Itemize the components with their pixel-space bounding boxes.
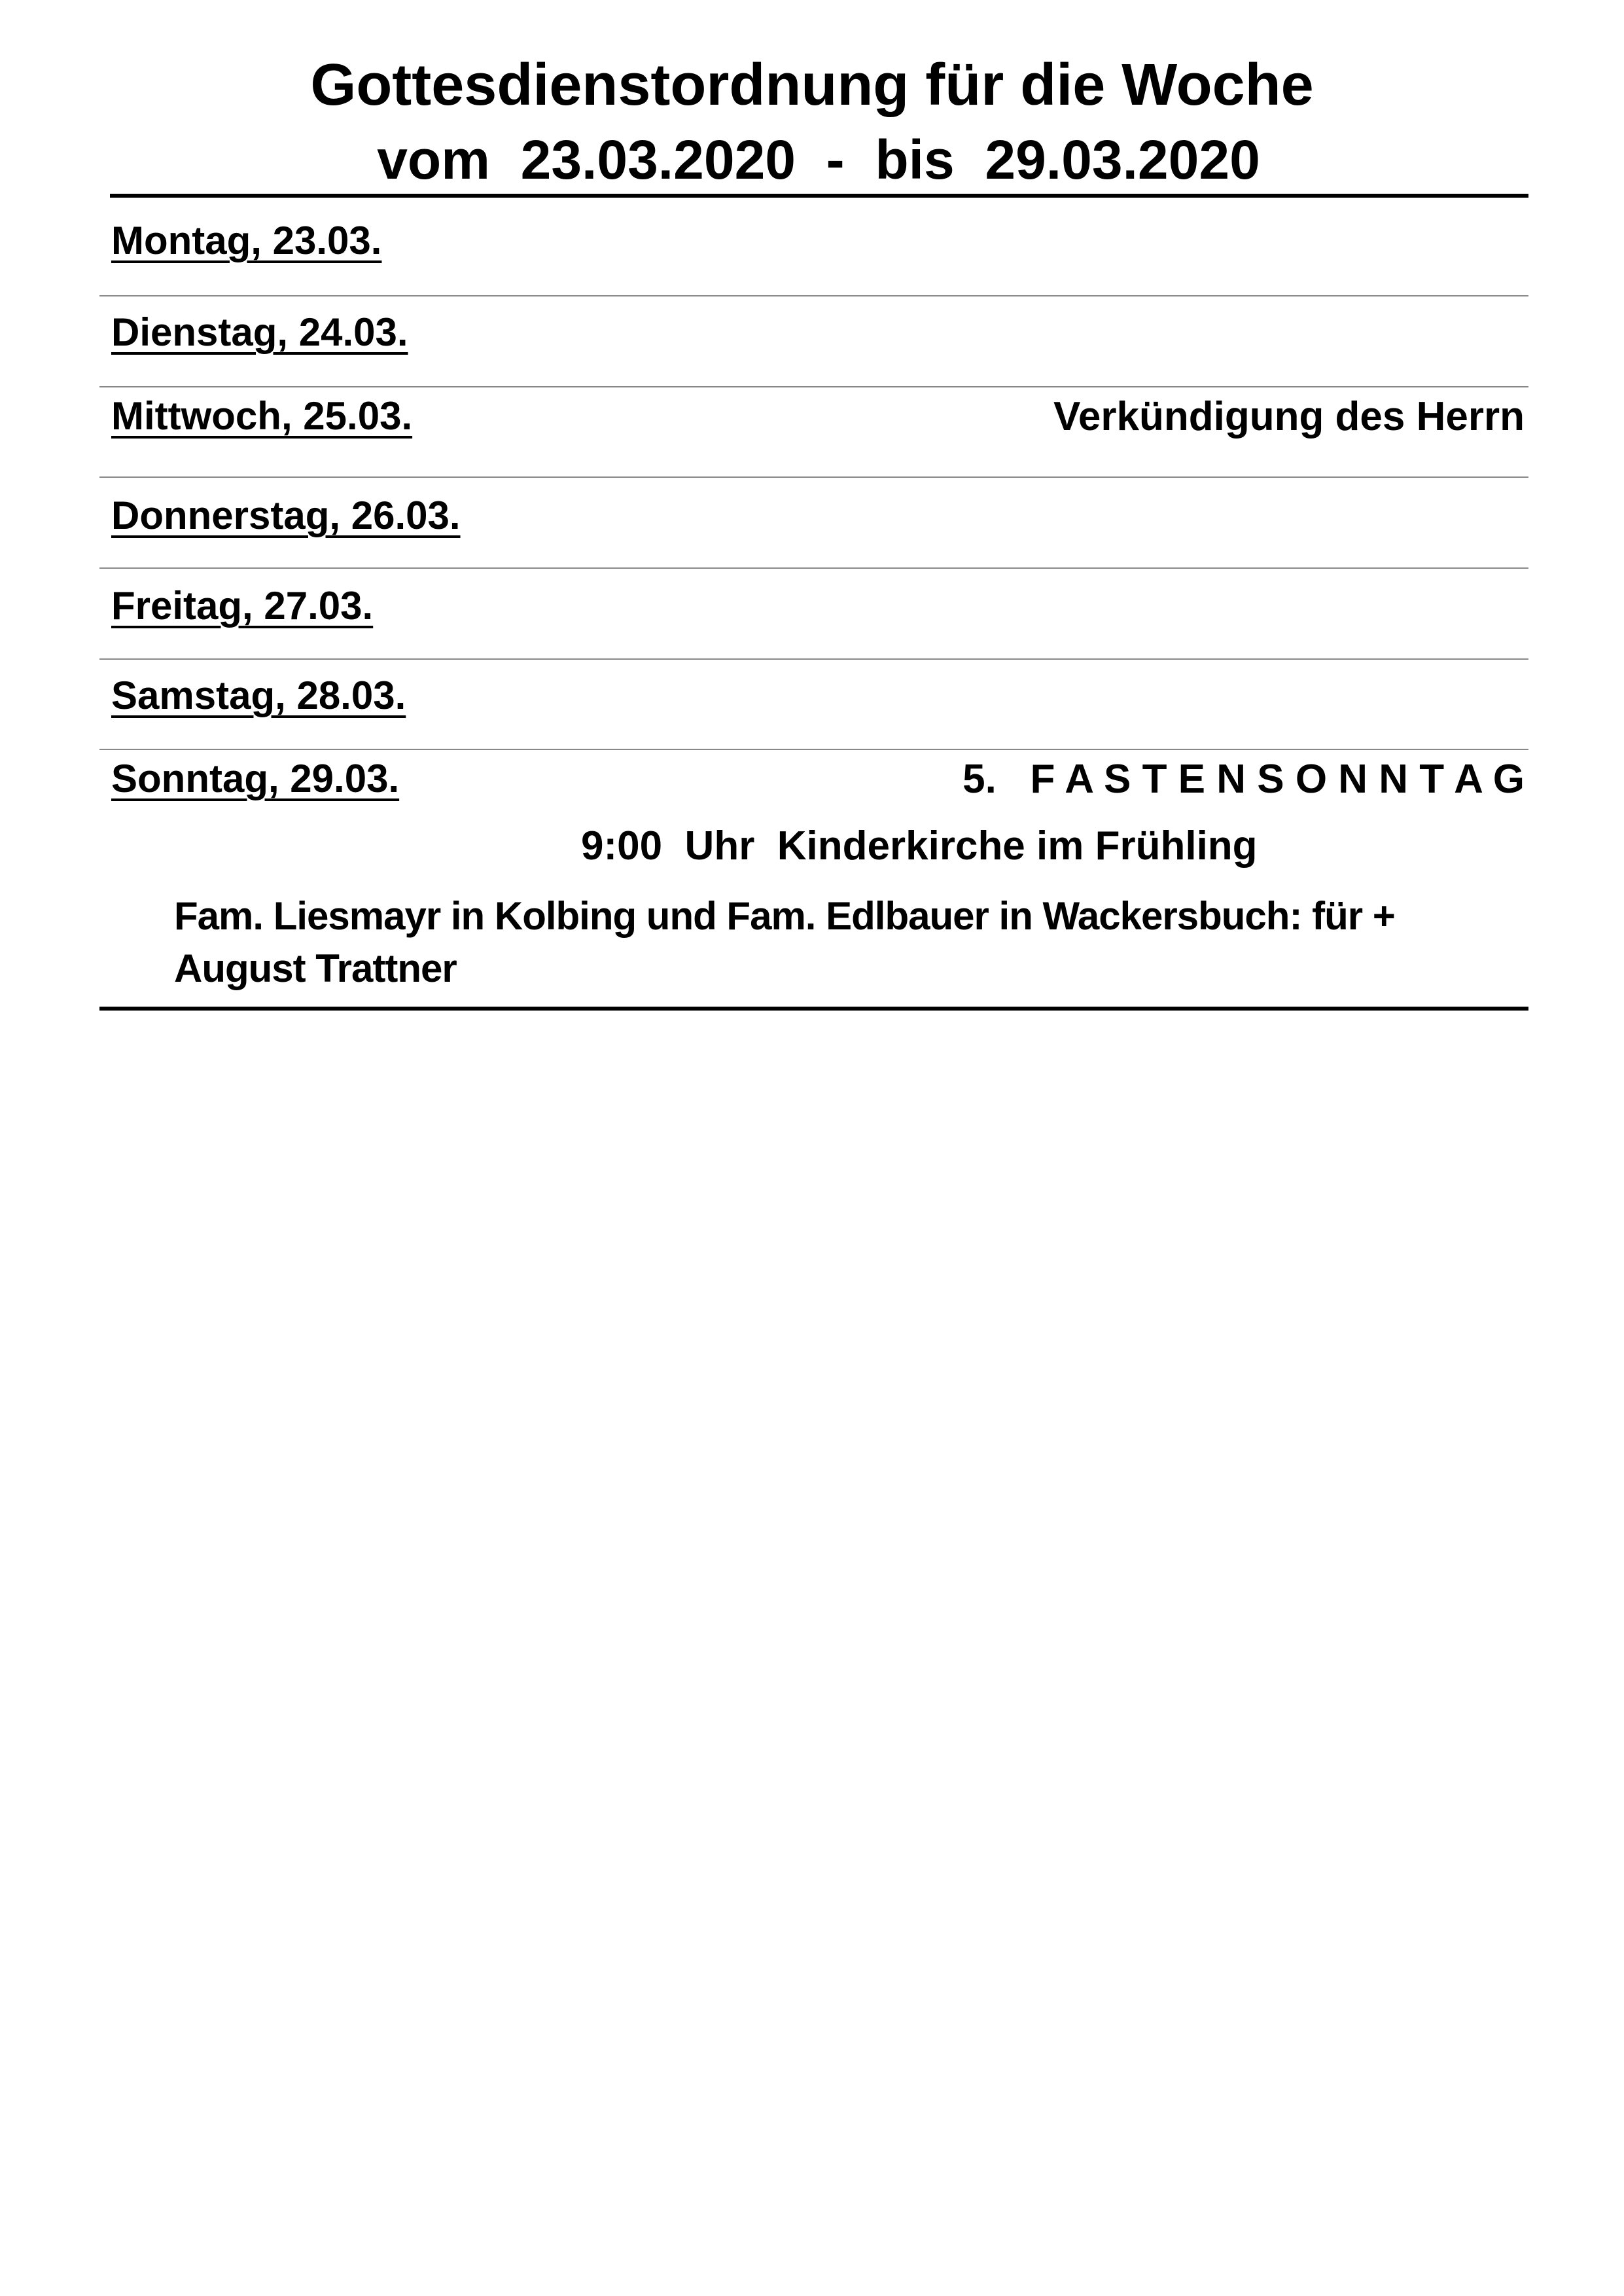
row-divider: [99, 658, 1528, 660]
mass-intention: Fam. Liesmayr in Kolbing und Fam. Edlbauer in Wackersbuch: für + August Trattner: [174, 894, 1395, 990]
top-rule: [110, 194, 1528, 198]
day-label-saturday: Samstag, 28.03.: [111, 673, 406, 717]
row-divider: [99, 386, 1528, 387]
day-label-monday: Montag, 23.03.: [111, 219, 382, 262]
row-divider: [99, 749, 1528, 750]
feast-sunday: 5. F A S T E N S O N N T A G: [962, 757, 1525, 802]
day-label-friday: Freitag, 27.03.: [111, 584, 374, 628]
day-label-thursday: Donnerstag, 26.03.: [111, 493, 461, 537]
row-divider: [99, 476, 1528, 478]
day-label-tuesday: Dienstag, 24.03.: [111, 310, 408, 354]
day-label-sunday: Sonntag, 29.03.: [111, 757, 400, 800]
feast-wednesday: Verkündigung des Herrn: [1053, 394, 1525, 439]
row-divider: [99, 567, 1528, 569]
page-title: Gottesdienstordnung für die Woche: [310, 52, 1314, 118]
page-subtitle: [0, 129, 1624, 190]
day-label-wednesday: Mittwoch, 25.03.: [111, 394, 413, 438]
sunday-service: 9:00 Uhr Kinderkirche im Frühling: [581, 823, 1258, 869]
date-range: vom 23.03.2020 - bis 29.03.2020: [377, 129, 1260, 190]
row-divider: [99, 295, 1528, 296]
bottom-rule: [99, 1007, 1528, 1011]
